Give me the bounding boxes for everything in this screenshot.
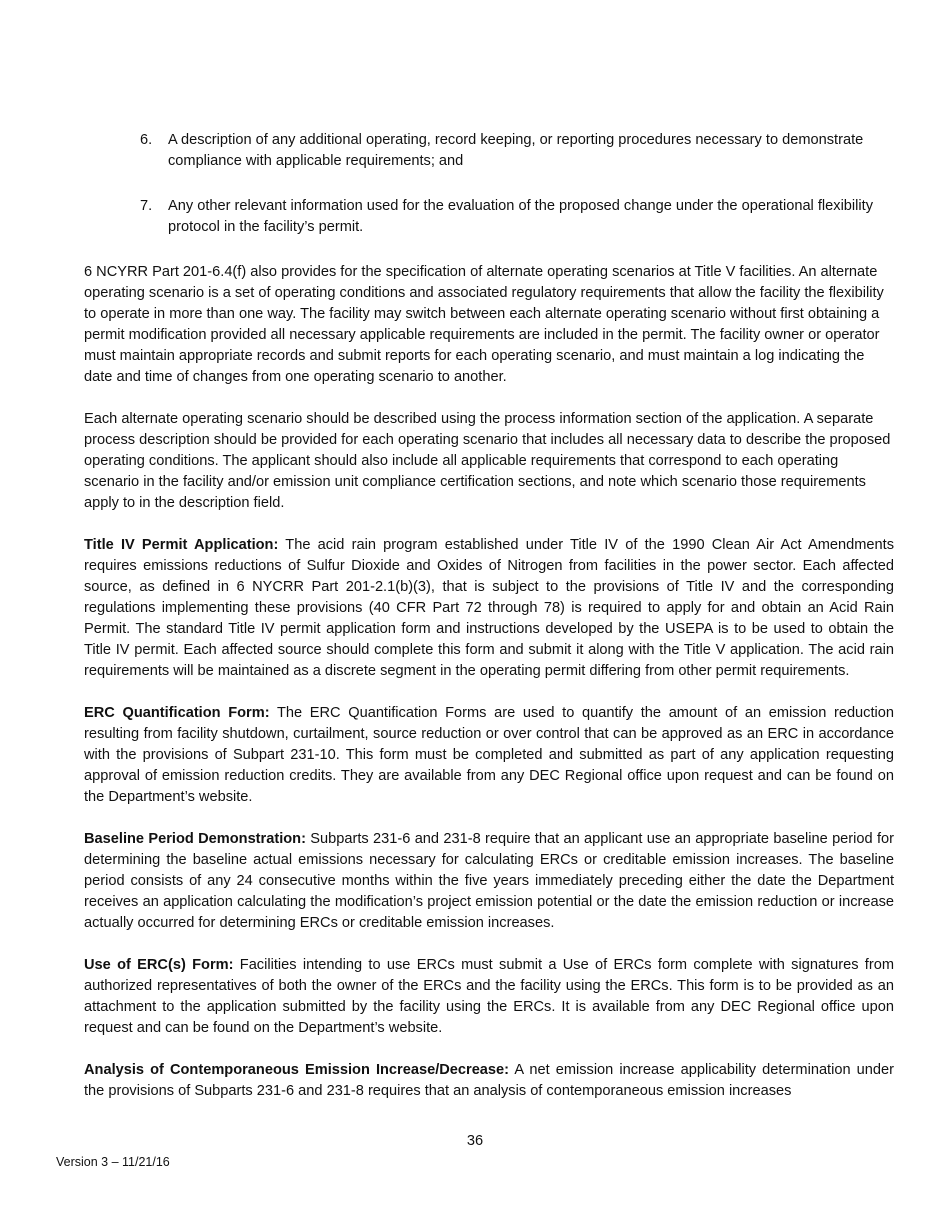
section-heading: Use of ERC(s) Form: bbox=[84, 957, 234, 973]
paragraph-contemporaneous-analysis bbox=[84, 1060, 894, 1102]
list-item-text: Any other relevant information used for the evaluation of the proposed change under the operational flexibility protocol in the facility’s permit. bbox=[168, 198, 874, 235]
list-item bbox=[84, 196, 894, 238]
numbered-list bbox=[84, 130, 894, 238]
section-heading: Title IV Permit Application: bbox=[84, 537, 279, 553]
list-item bbox=[84, 130, 894, 172]
list-item-number: 6. bbox=[140, 132, 153, 148]
section-body: Facilities intending to use ERCs must submit a Use of ERCs form complete with signatures from authorized representatives of both the owner of the ERCs and the facility using the ERCs. This form is to be provided as an attachment to the application submitted by the facility using the ERCs. It is available from any DEC Regional office upon request and can be found on the Department’s website. bbox=[84, 957, 894, 1036]
page-number: 36 bbox=[466, 1133, 484, 1149]
section-body: The ERC Quantification Forms are used to quantify the amount of an emission reduction resulting from facility shutdown, curtailment, source reduction or over control that can be approved as an ERC in accordance with the provisions of Subpart 231-10. This form must be completed and submitted as part of any application requesting approval of emission reduction credits. They are available from any DEC Regional office upon request and can be found on the Department’s website. bbox=[84, 705, 894, 805]
list-item-text: A description of any additional operating, record keeping, or reporting procedures necessary to demonstrate compliance with applicable requirements; and bbox=[168, 132, 864, 169]
paragraph-alternate-scenarios: 6 NCYRR Part 201-6.4(f) also provides for the specification of alternate operating scenarios at Title V facilities. An alternate operating scenario is a set of operating conditions and associated regulatory requirements that allow the facility the flexibility to operate in more than one way. The facility may switch between each alternate operating scenario without first obtaining a permit modification provided all necessary applicable requirements are included in the permit. The facility owner or operator must maintain appropriate records and submit reports for each operating scenario, and must maintain a log indicating the date and time of changes from one operating scenario to another. bbox=[84, 264, 884, 385]
section-heading: Baseline Period Demonstration: bbox=[84, 831, 306, 847]
section-heading: Analysis of Contemporaneous Emission Increase/Decrease: bbox=[84, 1062, 510, 1078]
paragraph-use-of-erc bbox=[84, 955, 894, 1039]
list-item-number: 7. bbox=[140, 198, 153, 214]
section-body: The acid rain program established under Title IV of the 1990 Clean Air Act Amendments requires emissions reductions of Sulfur Dioxide and Oxides of Nitrogen from facilities in the power sector. Each affected source, as defined in 6 NYCRR Part 201-2.1(b)(3), that is subject to the provisions of Title IV and the corresponding regulations implementing these provisions (40 CFR Part 72 through 78) is required to apply for and obtain an Acid Rain Permit. The standard Title IV permit application form and instructions developed by the USEPA is to be used to obtain the Title IV permit. Each affected source should complete this form and submit it along with the Title V application. The acid rain requirements will be maintained as a discrete segment in the operating permit differing from other permit requirements. bbox=[84, 537, 894, 679]
section-heading: ERC Quantification Form: bbox=[84, 705, 270, 721]
paragraph-baseline-period bbox=[84, 829, 894, 934]
section-body: Subparts 231-6 and 231-8 require that an applicant use an appropriate baseline period for determining the baseline actual emissions necessary for calculating ERCs or creditable emission increases. The baseline period consists of any 24 consecutive months within the five years immediately preceding either the date the Department receives an application calculating the modification’s project emission potential or the date the emission reduction or increase actually occurred for determining ERCs or creditable emission increases. bbox=[84, 831, 894, 931]
paragraph-erc-quantification bbox=[84, 703, 894, 808]
version-label: Version 3 – 11/21/16 bbox=[56, 1155, 170, 1169]
paragraph-title-iv bbox=[84, 535, 894, 682]
page-content bbox=[84, 130, 894, 1123]
paragraph-scenario-description: Each alternate operating scenario should be described using the process information section of the application. A separate process description should be provided for each operating scenario that includes all necessary data to describe the proposed operating conditions. The applicant should also include all applicable requirements that correspond to each operating scenario in the facility and/or emission unit compliance certification sections, and note which scenario those requirements apply to in the description field. bbox=[84, 411, 891, 511]
section-body: A net emission increase applicability determination under the provisions of Subparts 231-6 and 231-8 requires that an analysis of contemporaneous emission increases bbox=[84, 1062, 894, 1099]
